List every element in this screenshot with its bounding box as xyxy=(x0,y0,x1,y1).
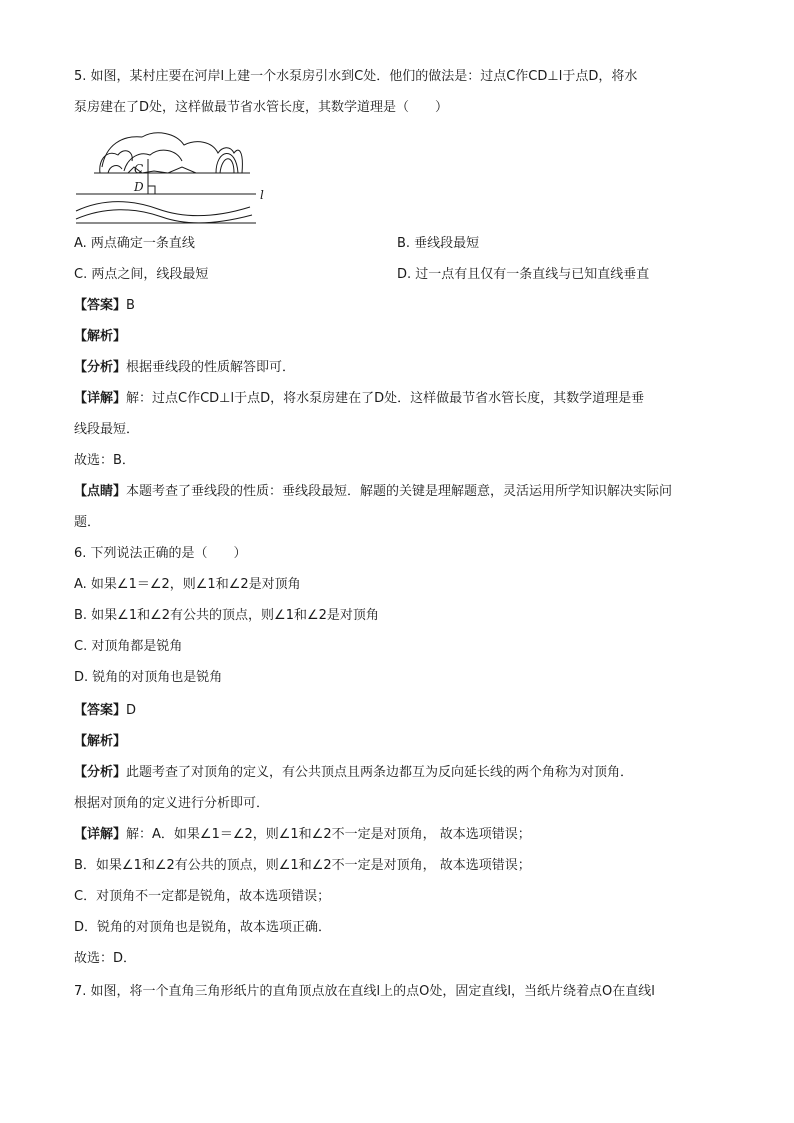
q5-analysis-tag xyxy=(74,328,734,346)
q5-guxuan: 故选：B． xyxy=(74,453,135,468)
q5-option-c: C. 两点之间，线段最短 xyxy=(74,267,209,282)
q6-option-a: A. 如果∠1＝∠2，则∠1和∠2是对顶角 xyxy=(74,577,301,592)
q5-dianjing-line2: 题． xyxy=(74,515,101,530)
fenxi-text: 根据垂线段的性质解答即可． xyxy=(126,360,296,375)
q6-xiangjie-line2: B．如果∠1和∠2有公共的顶点，则∠1和∠2不一定是对顶角， 故本选项错误； xyxy=(74,858,531,873)
q5-stem-line2: 泵房建在了D处，这样做最节省水管长度，其数学道理是（ ） xyxy=(74,100,449,115)
q5-stem-line1: 5. 如图，某村庄要在河岸l上建一个水泵房引水到C处．他们的做法是：过点C作CD⊥l于点D，将水 xyxy=(74,69,638,84)
fenxi-tag: 【分析】 xyxy=(74,360,127,375)
q7-stem-line1: 7. 如图，将一个直角三角形纸片的直角顶点放在直线l上的点O处，固定直线l，当纸片绕着点O在直线l xyxy=(74,984,655,999)
xiangjie-text: 解：过点C作CD⊥l于点D，将水泵房建在了D处．这样做最节省水管长度，其数学道理是垂 xyxy=(126,391,645,406)
q5-river-figure xyxy=(72,127,272,229)
q5-fenxi-line xyxy=(74,359,734,377)
q5-option-b: B. 垂线段最短 xyxy=(397,236,480,251)
q6-xiangjie-line1 xyxy=(74,826,734,844)
q6-analysis-tag xyxy=(74,733,734,751)
xiangjie-tag: 【详解】 xyxy=(74,391,127,406)
q5-xiangjie-line1 xyxy=(74,390,734,408)
answer-value: D xyxy=(126,703,137,718)
right-angle-mark xyxy=(148,186,155,194)
dianjing-text: 本题考查了垂线段的性质：垂线段最短．解题的关键是理解题意，灵活运用所学知识解决实际问 xyxy=(126,484,673,499)
river-wave-2 xyxy=(76,210,252,223)
q5-option-a: A. 两点确定一条直线 xyxy=(74,236,195,251)
q5-option-d: D. 过一点有且仅有一条直线与已知直线垂直 xyxy=(397,267,650,282)
arch-1 xyxy=(216,153,238,173)
arch-2 xyxy=(220,159,234,173)
q6-stem: 6. 下列说法正确的是（ ） xyxy=(74,546,247,561)
q5-xiangjie-line2: 线段最短． xyxy=(74,422,140,437)
fenxi-text: 此题考查了对顶角的定义，有公共顶点且两条边都互为反向延长线的两个角称为对顶角． xyxy=(126,765,634,780)
q5-dianjing-line1 xyxy=(74,483,734,501)
label-c: C xyxy=(134,162,144,176)
river-wave-1 xyxy=(76,202,250,216)
q6-guxuan: 故选：D． xyxy=(74,951,137,966)
q6-fenxi-line1 xyxy=(74,764,734,782)
q6-answer-line xyxy=(74,702,734,720)
q6-option-c: C. 对顶角都是锐角 xyxy=(74,639,183,654)
answer-tag: 【答案】 xyxy=(74,703,127,718)
tree-left xyxy=(100,151,133,173)
label-l: l xyxy=(260,188,264,202)
bush-left xyxy=(108,166,122,173)
q6-fenxi-line2: 根据对顶角的定义进行分析即可． xyxy=(74,796,270,811)
q6-option-d: D. 锐角的对顶角也是锐角 xyxy=(74,670,223,685)
q5-answer-line xyxy=(74,297,734,315)
q6-xiangjie-line4: D．锐角的对顶角也是锐角，故本选项正确． xyxy=(74,920,332,935)
label-d: D xyxy=(134,180,144,194)
xiangjie-text: 解：A．如果∠1＝∠2，则∠1和∠2不一定是对顶角， 故本选项错误； xyxy=(126,827,531,842)
answer-value: B xyxy=(126,298,135,313)
dianjing-tag: 【点睛】 xyxy=(74,484,127,499)
q6-xiangjie-line3: C．对顶角不一定都是锐角，故本选项错误； xyxy=(74,889,331,904)
fenxi-tag: 【分析】 xyxy=(74,765,127,780)
q6-option-b: B. 如果∠1和∠2有公共的顶点，则∠1和∠2是对顶角 xyxy=(74,608,379,623)
answer-tag: 【答案】 xyxy=(74,298,127,313)
xiangjie-tag: 【详解】 xyxy=(74,827,127,842)
analysis-tag: 【解析】 xyxy=(74,734,127,749)
analysis-tag: 【解析】 xyxy=(74,329,127,344)
